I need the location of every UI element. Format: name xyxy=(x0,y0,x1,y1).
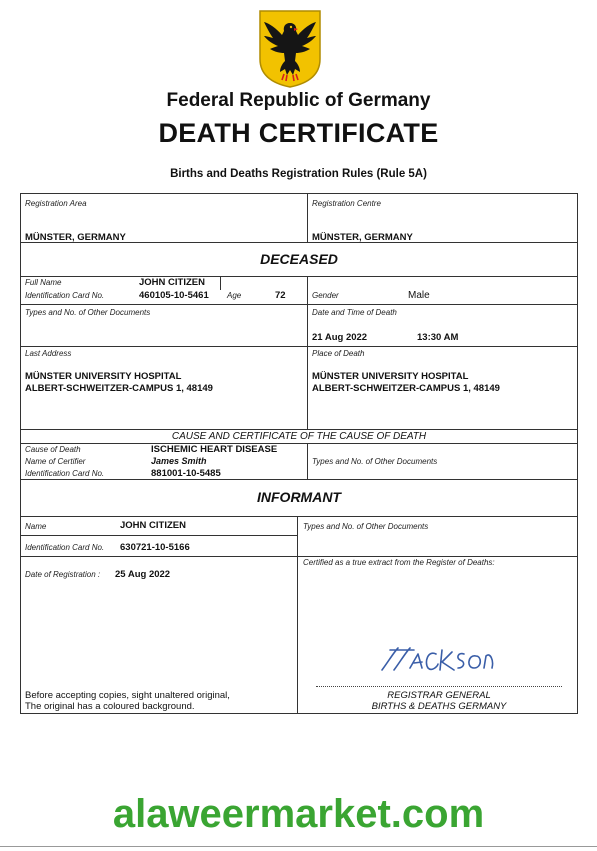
registration-date-value: 25 Aug 2022 xyxy=(115,569,171,580)
country-title: Federal Republic of Germany xyxy=(166,90,431,111)
informant-name-label: Name xyxy=(25,522,47,531)
divider xyxy=(297,516,298,714)
informant-heading: INFORMANT xyxy=(257,489,341,505)
divider xyxy=(220,277,221,290)
informant-id-value: 630721-10-5166 xyxy=(120,542,190,553)
registration-area-value: MÜNSTER, GERMANY xyxy=(25,232,126,243)
divider xyxy=(307,194,308,242)
footnote-line1: Before accepting copies, sight unaltered original, xyxy=(25,690,230,701)
date-of-death-value: 21 Aug 2022 xyxy=(312,332,368,343)
place-of-death-line2: ALBERT-SCHWEITZER-CAMPUS 1, 48149 xyxy=(312,383,500,394)
divider xyxy=(21,429,577,430)
last-address-label: Last Address xyxy=(25,349,72,358)
last-address-line1: MÜNSTER UNIVERSITY HOSPITAL xyxy=(25,371,182,382)
certified-extract-text: Certified as a true extract from the Register of Deaths: xyxy=(303,558,495,567)
certifier-value: James Smith xyxy=(151,456,207,466)
divider xyxy=(21,479,577,480)
full-name-value: JOHN CITIZEN xyxy=(139,277,205,288)
divider xyxy=(307,443,308,479)
coat-of-arms-icon xyxy=(258,9,322,89)
divider xyxy=(21,535,297,536)
divider xyxy=(21,304,577,305)
certifier-id-label: Identification Card No. xyxy=(25,469,105,478)
gender-label: Gender xyxy=(312,291,339,300)
registrar-block xyxy=(300,690,578,712)
registrar-title: REGISTRAR GENERAL xyxy=(387,690,491,701)
certifier-label: Name of Certifier xyxy=(25,457,86,466)
rules-subtitle: Births and Deaths Registration Rules (Rule 5A) xyxy=(170,168,427,180)
divider xyxy=(21,556,577,557)
signature-line xyxy=(316,686,562,687)
other-documents-label: Types and No. of Other Documents xyxy=(25,308,151,317)
time-of-death-value: 13:30 AM xyxy=(417,332,459,343)
informant-name-value: JOHN CITIZEN xyxy=(120,520,186,531)
divider xyxy=(21,276,577,277)
divider xyxy=(21,346,577,347)
registrar-office: BIRTHS & DEATHS GERMANY xyxy=(371,701,507,712)
id-card-label: Identification Card No. xyxy=(25,291,105,300)
bottom-divider xyxy=(0,846,597,847)
watermark-text: alaweermarket.com xyxy=(112,792,485,836)
cause-heading: CAUSE AND CERTIFICATE OF THE CAUSE OF DEATH xyxy=(171,431,427,442)
age-value: 72 xyxy=(275,290,286,301)
cause-other-documents-label: Types and No. of Other Documents xyxy=(312,457,438,466)
certificate-table xyxy=(20,193,578,714)
full-name-label: Full Name xyxy=(25,278,62,287)
gender-value: Male xyxy=(408,290,430,301)
certifier-id-value: 881001-10-5485 xyxy=(151,468,221,479)
id-card-value: 460105-10-5461 xyxy=(139,290,209,301)
registration-centre-value: MÜNSTER, GERMANY xyxy=(312,232,413,243)
date-time-death-label: Date and Time of Death xyxy=(312,308,397,317)
place-of-death-label: Place of Death xyxy=(312,349,365,358)
informant-id-label: Identification Card No. xyxy=(25,543,105,552)
registration-centre-label: Registration Centre xyxy=(312,199,381,208)
place-of-death-line1: MÜNSTER UNIVERSITY HOSPITAL xyxy=(312,371,469,382)
informant-other-documents-label: Types and No. of Other Documents xyxy=(303,522,429,531)
deceased-heading: DECEASED xyxy=(260,251,338,267)
footnote-line2: The original has a coloured background. xyxy=(25,701,195,712)
registration-date-label: Date of Registration : xyxy=(25,570,101,579)
last-address-line2: ALBERT-SCHWEITZER-CAMPUS 1, 48149 xyxy=(25,383,213,394)
divider xyxy=(21,443,577,444)
registrar-signature xyxy=(376,644,496,676)
cause-of-death-value: ISCHEMIC HEART DISEASE xyxy=(151,444,278,455)
age-label: Age xyxy=(227,291,242,300)
cause-of-death-label: Cause of Death xyxy=(25,445,81,454)
document-title: DEATH CERTIFICATE xyxy=(158,118,439,148)
divider xyxy=(307,276,308,429)
original-footnote xyxy=(25,690,230,712)
divider xyxy=(21,516,577,517)
registration-area-label: Registration Area xyxy=(25,199,87,208)
